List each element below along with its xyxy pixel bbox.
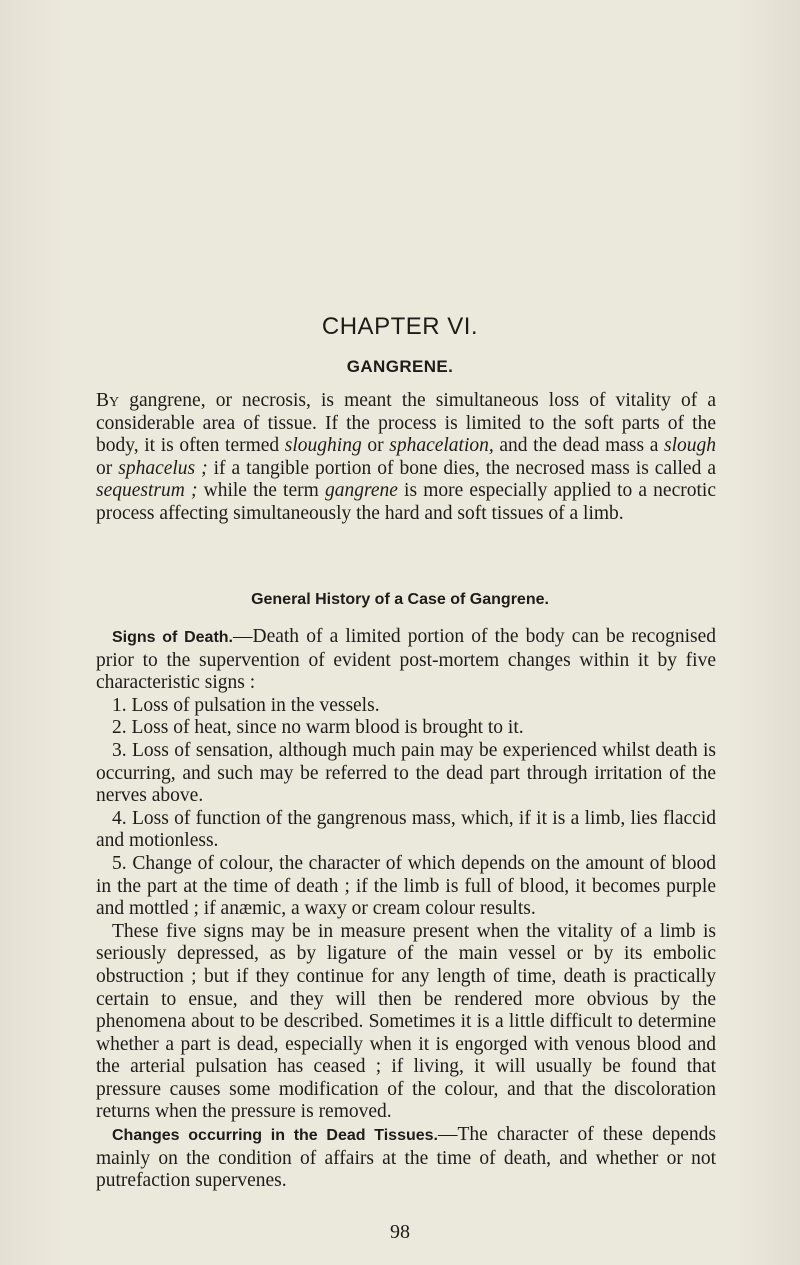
body-text xyxy=(96,626,716,1193)
term-sloughing: sloughing xyxy=(284,435,362,457)
list-item: 3. Loss of sensation, although much pain may be experienced whilst death is occurring, and such may be referred to the dead part through irritation of the nerves above. xyxy=(96,739,716,807)
signs-heading: Signs of Death. xyxy=(112,629,233,646)
term-sequestrum: sequestrum ; xyxy=(96,480,198,502)
list-item: 2. Loss of heat, since no warm blood is brought to it. xyxy=(112,717,524,739)
chapter-heading: CHAPTER VI. xyxy=(321,313,479,340)
list-item: 5. Change of colour, the character of which depends on the amount of blood in the part at the time of death ; if the limb is full of blood, it becomes purple and mottled ; if anæmic, a waxy or cream colour results. xyxy=(96,852,716,920)
signs-paragraph: Signs of Death.—Death of a limited portion of the body can be recognised prior to the supervention of evident post-mortem changes within it by five characteristic signs : xyxy=(96,626,716,694)
changes-paragraph: Changes occurring in the Dead Tissues.—The character of these depends mainly on the condition of affairs at the time of death, and whether or not putrefaction supervenes. xyxy=(96,1124,716,1192)
term-sphacelus: sphacelus ; xyxy=(118,457,208,479)
changes-heading: Changes occurring in the Dead Tissues. xyxy=(112,1127,438,1145)
vitality-paragraph: These five signs may be in measure present when the vitality of a limb is seriously depressed, as by ligature of the main vessel or by its embolic obstruction ; but if they continue for any length of time, death is practically certain to ensue, and they will then be rendered more obvious by the phenomena about to be described. Sometimes it is a little difficult to determine whether a part is dead, especially when it is engorged with venous blood and the arterial pulsation has ceased ; if living, it will usually be found that pressure causes some modification of the colour, and that the discoloration returns when the pressure is removed. xyxy=(96,920,716,1123)
intro-first-word: By xyxy=(96,390,120,411)
page-number: 98 xyxy=(390,1221,410,1243)
term-gangrene: gangrene xyxy=(324,480,398,502)
intro-paragraph: By gangrene, or necrosis, is meant the simultaneous loss of vitality of a considerable area of tissue. If the process is limited to the soft parts of the body, it is often termed sloughing or sphacelation, and the dead mass a slough or sphacelus ; if a tangible portion of bone dies, the necrosed mass is called a sequestrum ; while the term gangrene is more especially applied to a necrotic process affecting simultaneously the hard and soft tissues of a limb. xyxy=(96,390,716,524)
term-sphacelation: sphacelation, xyxy=(389,435,494,457)
section-subheading: General History of a Case of Gangrene. xyxy=(251,591,549,608)
chapter-title: GANGRENE. xyxy=(346,357,454,376)
term-slough: slough xyxy=(663,435,716,457)
list-item: 4. Loss of function of the gangrenous mass, which, if it is a limb, lies flaccid and motionless. xyxy=(96,807,716,852)
list-item: 1. Loss of pulsation in the vessels. xyxy=(112,694,380,716)
